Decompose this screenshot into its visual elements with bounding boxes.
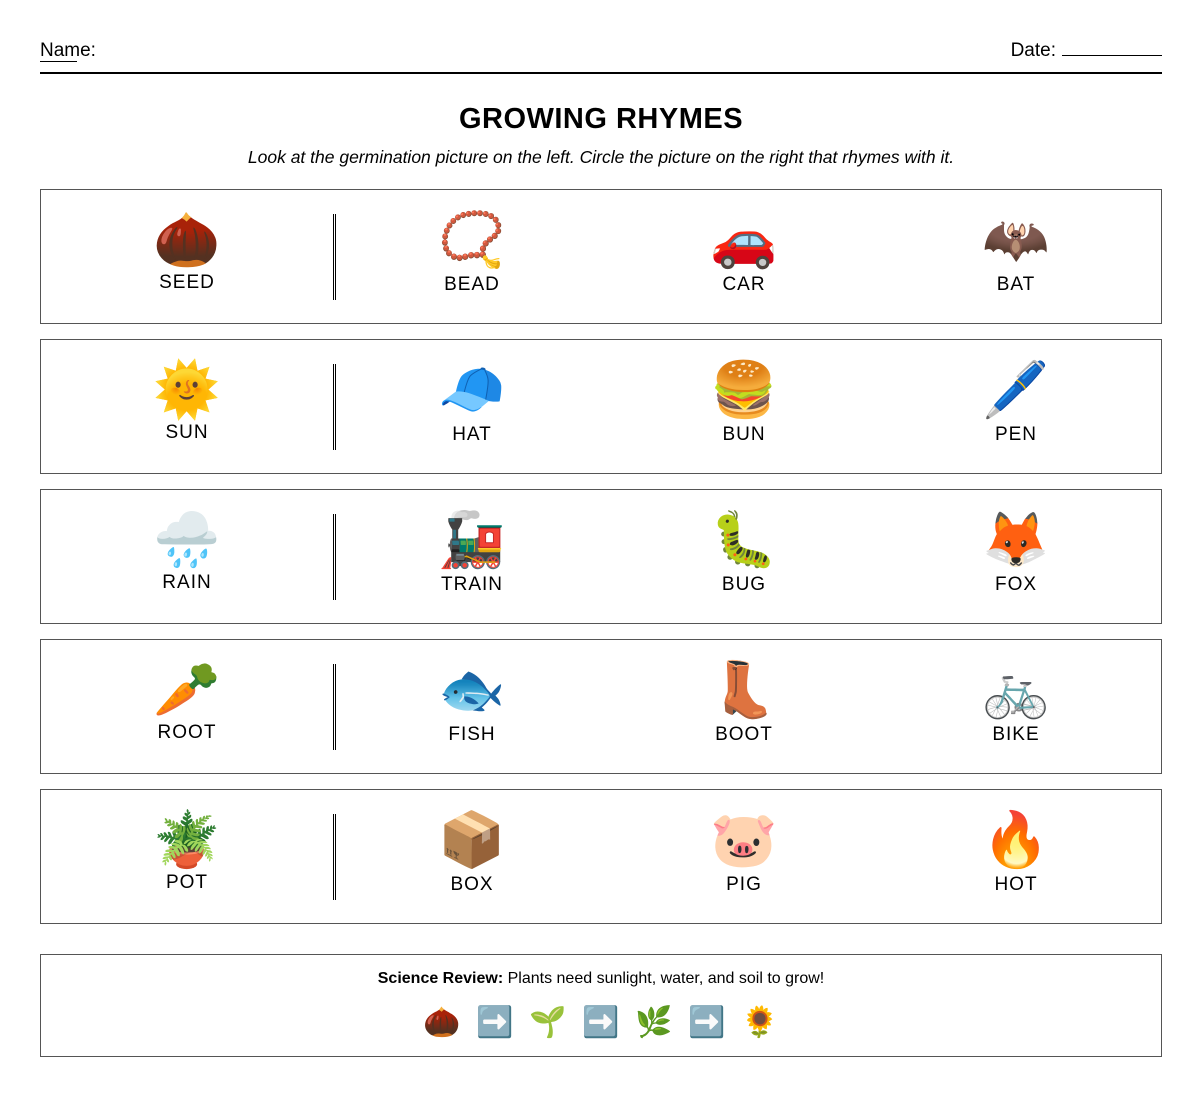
science-review-sentence: Plants need sunlight, water, and soil to grow!	[507, 970, 825, 987]
growth-sequence	[41, 1003, 1161, 1043]
boot-icon: 👢	[710, 660, 778, 720]
rhyme-row	[40, 789, 1162, 924]
option-picture[interactable]	[664, 506, 824, 596]
bug-icon: 🐛	[710, 510, 778, 570]
target-picture	[107, 356, 267, 444]
train-icon: 🚂	[438, 510, 506, 570]
option-picture[interactable]	[392, 806, 552, 896]
name-underline	[40, 61, 77, 62]
rain-icon: 🌧️	[153, 510, 221, 570]
rhyme-row	[40, 339, 1162, 474]
seed-icon: 🌰	[153, 210, 221, 270]
bat-icon: 🦇	[982, 210, 1050, 270]
date-field	[1011, 40, 1162, 62]
target-word: SEED	[159, 272, 215, 293]
fish-icon: 🐟	[438, 660, 506, 720]
fox-icon: 🦊	[982, 510, 1050, 570]
option-word: TRAIN	[441, 574, 503, 595]
arrow-right-icon: ➡️	[476, 1006, 514, 1039]
option-picture[interactable]	[936, 806, 1096, 896]
sun-icon: 🌞	[153, 360, 221, 420]
pen-icon: 🖊️	[982, 360, 1050, 420]
rhyme-row	[40, 489, 1162, 624]
instructions: Look at the germination picture on the left. Circle the picture on the right that rhymes with it.	[247, 147, 955, 167]
hat-icon: 🧢	[438, 360, 506, 420]
sunflower-icon: 🌻	[741, 1006, 779, 1039]
seedling-icon: 🌱	[529, 1006, 567, 1039]
option-picture[interactable]	[392, 506, 552, 596]
target-word: POT	[165, 872, 209, 893]
worksheet-title: GROWING RHYMES	[458, 103, 744, 135]
option-picture[interactable]	[392, 206, 552, 296]
option-picture[interactable]	[392, 656, 552, 746]
target-word: RAIN	[162, 572, 212, 593]
option-word: BAT	[996, 274, 1036, 295]
option-picture[interactable]	[664, 206, 824, 296]
science-review-text	[41, 970, 1161, 988]
option-word: PEN	[994, 424, 1038, 445]
option-word: BUG	[721, 574, 767, 595]
bead-icon: 📿	[438, 210, 506, 270]
option-picture[interactable]	[936, 356, 1096, 446]
rhyme-row	[40, 189, 1162, 324]
option-word: BEAD	[444, 274, 500, 295]
row-divider	[333, 364, 336, 450]
target-picture	[107, 656, 267, 744]
row-divider	[333, 514, 336, 600]
science-review-label: Science Review:	[377, 970, 504, 987]
hot-icon: 🔥	[982, 810, 1050, 870]
car-icon: 🚗	[710, 210, 778, 270]
pig-icon: 🐷	[710, 810, 778, 870]
option-word: CAR	[722, 274, 766, 295]
date-label-text: Date:	[1010, 40, 1056, 61]
row-divider	[333, 214, 336, 300]
target-picture	[107, 506, 267, 594]
option-picture[interactable]	[936, 206, 1096, 296]
target-word: ROOT	[157, 722, 217, 743]
date-blank-line[interactable]	[1062, 40, 1162, 56]
option-picture[interactable]	[936, 656, 1096, 746]
target-picture	[107, 206, 267, 294]
option-word: BOOT	[715, 724, 773, 745]
option-word: FOX	[994, 574, 1038, 595]
option-word: HAT	[452, 424, 492, 445]
option-word: HOT	[994, 874, 1038, 895]
name-field-label	[40, 40, 96, 62]
box-icon: 📦	[438, 810, 506, 870]
pot-icon: 🪴	[153, 810, 221, 870]
option-word: FISH	[448, 724, 496, 745]
option-word: PIG	[726, 874, 762, 895]
option-picture[interactable]	[664, 356, 824, 446]
option-picture[interactable]	[392, 356, 552, 446]
option-picture[interactable]	[664, 656, 824, 746]
rhyme-row	[40, 639, 1162, 774]
option-word: BIKE	[992, 724, 1040, 745]
target-word: SUN	[165, 422, 209, 443]
target-picture	[107, 806, 267, 894]
row-divider	[333, 814, 336, 900]
herb-icon: 🌿	[635, 1006, 673, 1039]
seed-icon: 🌰	[423, 1006, 461, 1039]
worksheet-header	[40, 40, 1162, 74]
arrow-right-icon: ➡️	[688, 1006, 726, 1039]
root-icon: 🥕	[153, 660, 221, 720]
bike-icon: 🚲	[982, 660, 1050, 720]
science-review-box	[40, 954, 1162, 1057]
row-divider	[333, 664, 336, 750]
bun-icon: 🍔	[710, 360, 778, 420]
name-label-text: Name:	[40, 40, 96, 61]
option-picture[interactable]	[664, 806, 824, 896]
option-word: BUN	[722, 424, 766, 445]
arrow-right-icon: ➡️	[582, 1006, 620, 1039]
option-word: BOX	[450, 874, 494, 895]
option-picture[interactable]	[936, 506, 1096, 596]
